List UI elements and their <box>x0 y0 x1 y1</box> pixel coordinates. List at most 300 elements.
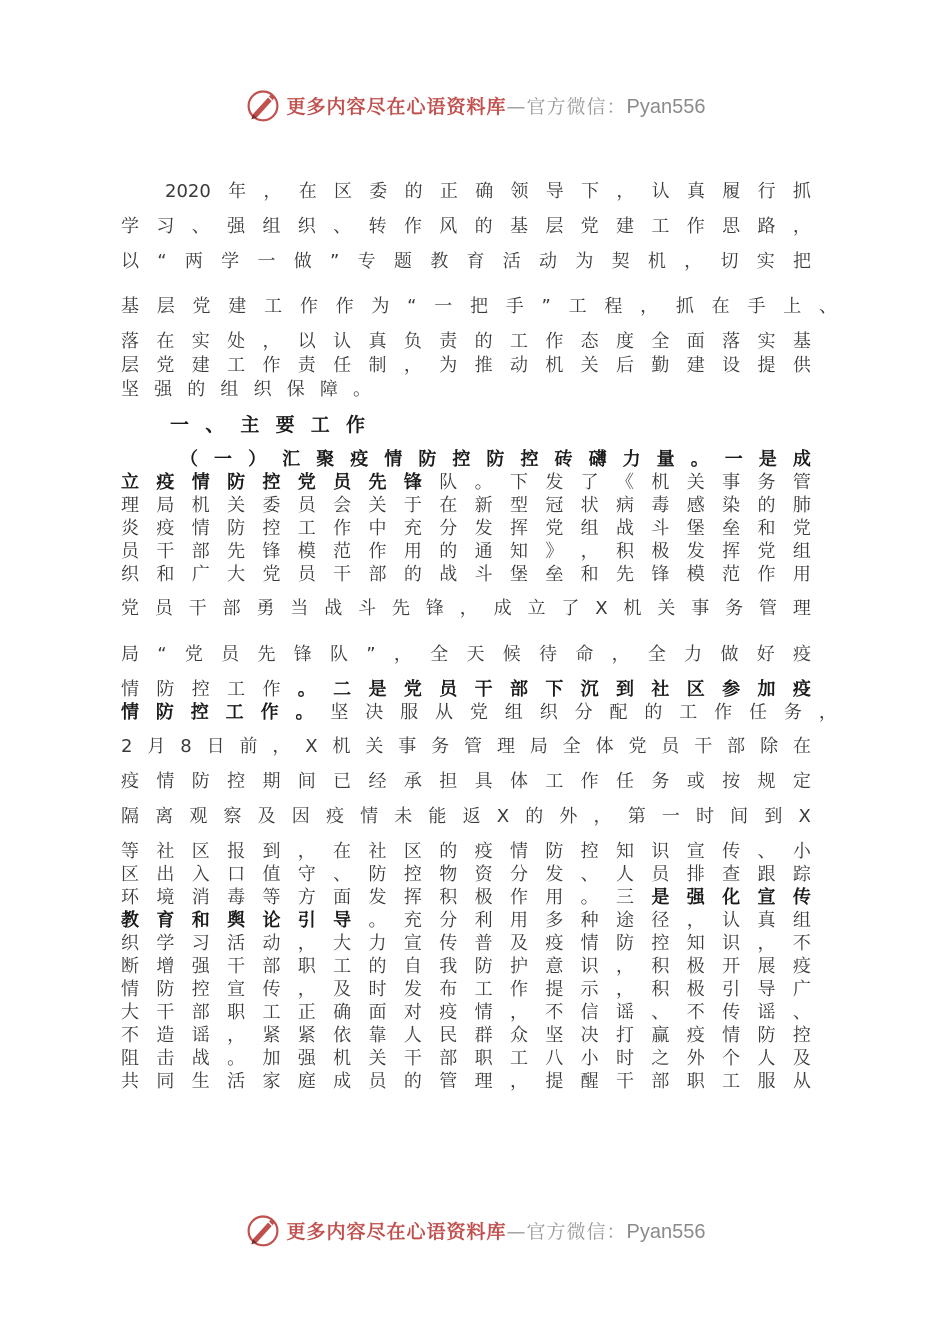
text-glyph: 充 <box>403 518 422 539</box>
text-line <box>121 563 811 587</box>
text-glyph: ， <box>393 644 412 665</box>
text-glyph: 力 <box>368 933 387 954</box>
text-glyph: 关 <box>686 472 705 493</box>
text-glyph: 力 <box>684 644 703 665</box>
text-glyph: 机 <box>332 736 351 757</box>
text-glyph: 控 <box>191 979 210 1000</box>
text-glyph: 防 <box>156 679 175 700</box>
text-glyph: 基 <box>792 331 811 352</box>
text-glyph: 干 <box>403 1048 422 1069</box>
text-glyph: 极 <box>651 541 670 562</box>
text-glyph: 思 <box>722 216 741 237</box>
text-glyph: 》 <box>545 541 564 562</box>
text-glyph: 情 <box>384 449 403 470</box>
text-glyph: 作 <box>333 518 352 539</box>
text-glyph: 认 <box>651 181 670 202</box>
text-glyph: 堡 <box>686 518 705 539</box>
text-glyph: 和 <box>191 910 210 931</box>
text-glyph: 导 <box>757 979 776 1000</box>
text-glyph: 锋 <box>262 541 281 562</box>
text-glyph: 坚 <box>121 379 139 400</box>
text-glyph: 担 <box>439 771 458 792</box>
text-glyph: 体 <box>595 736 614 757</box>
text-glyph: 建 <box>191 355 210 376</box>
text-glyph: 靠 <box>368 1025 387 1046</box>
text-glyph: 组 <box>262 216 281 237</box>
text-glyph: 外 <box>559 806 578 827</box>
text-glyph: 区 <box>334 181 352 202</box>
text-glyph: 立 <box>121 472 139 493</box>
text-glyph: ， <box>272 736 291 757</box>
text-glyph: 论 <box>262 910 281 931</box>
text-glyph: 保 <box>286 379 305 400</box>
text-glyph: 沉 <box>580 679 599 700</box>
text-glyph: ， <box>616 979 635 1000</box>
text-glyph: 作 <box>403 216 422 237</box>
text-glyph: 传 <box>722 1002 741 1023</box>
text-glyph: 在 <box>711 296 730 317</box>
text-glyph: 防 <box>418 449 437 470</box>
text-glyph: 制 <box>368 355 387 376</box>
text-glyph: 区 <box>686 679 705 700</box>
text-glyph: 三 <box>616 887 635 908</box>
text-glyph: 垒 <box>722 518 741 539</box>
text-glyph: 组 <box>220 379 239 400</box>
text-glyph: 控 <box>227 771 246 792</box>
text-glyph: 认 <box>722 910 741 931</box>
text-glyph: 要 <box>275 414 295 436</box>
text-glyph: 出 <box>156 864 175 885</box>
text-glyph: 正 <box>297 1002 316 1023</box>
text-glyph: ， <box>509 1002 528 1023</box>
text-glyph: 识 <box>580 956 599 977</box>
text-glyph: 二 <box>333 679 352 700</box>
text-glyph: 的 <box>403 564 422 585</box>
text-glyph: 一 <box>434 296 453 317</box>
text-glyph: 冠 <box>545 495 564 516</box>
text-glyph: 党 <box>184 644 203 665</box>
text-glyph: 群 <box>474 1025 493 1046</box>
text-line <box>121 840 811 864</box>
text-glyph: 作 <box>757 564 776 585</box>
text-glyph: 疫 <box>793 644 811 665</box>
text-line <box>121 1047 811 1071</box>
text-glyph: ， <box>684 251 703 272</box>
text-glyph: 力 <box>622 449 641 470</box>
text-glyph: 礴 <box>588 449 607 470</box>
text-glyph: 了 <box>561 598 580 619</box>
text-glyph: 管 <box>792 472 811 493</box>
text-glyph: 。 <box>297 679 316 700</box>
text-glyph: 作 <box>509 979 528 1000</box>
text-line <box>121 678 811 702</box>
text-glyph: 传 <box>262 979 281 1000</box>
text-glyph: 参 <box>722 679 741 700</box>
text-glyph: 示 <box>580 979 599 1000</box>
text-glyph: X <box>798 806 811 827</box>
text-glyph: 同 <box>156 1071 175 1092</box>
text-line <box>121 378 371 402</box>
text-glyph: 建 <box>616 216 635 237</box>
text-glyph: （ <box>180 449 198 470</box>
text-glyph: 机 <box>651 472 670 493</box>
text-glyph: 情 <box>121 679 139 700</box>
text-glyph: 务 <box>725 598 744 619</box>
text-glyph: 肺 <box>792 495 811 516</box>
text-glyph: 路 <box>757 216 776 237</box>
text-glyph: 消 <box>191 887 210 908</box>
text-glyph: 情 <box>509 841 528 862</box>
text-glyph: 先 <box>368 472 387 493</box>
text-glyph: 部 <box>191 541 210 562</box>
text-glyph: 模 <box>686 564 705 585</box>
text-glyph: 境 <box>156 887 175 908</box>
text-glyph: 及 <box>792 1048 811 1069</box>
text-glyph: 工 <box>225 702 244 723</box>
text-glyph: 情 <box>121 979 139 1000</box>
text-glyph: 下 <box>509 472 528 493</box>
text-glyph: 导 <box>333 910 352 931</box>
text-glyph: ” <box>330 251 340 272</box>
text-glyph: 等 <box>121 841 139 862</box>
text-glyph: 控 <box>452 449 471 470</box>
text-glyph: 用 <box>545 887 564 908</box>
text-glyph: 守 <box>297 864 316 885</box>
text-glyph: 用 <box>792 564 811 585</box>
text-glyph: 面 <box>333 887 352 908</box>
text-glyph: 情 <box>121 702 139 723</box>
text-glyph: 控 <box>190 702 209 723</box>
text-glyph: 积 <box>651 956 670 977</box>
text-glyph: 。 <box>368 910 387 931</box>
text-glyph: 生 <box>191 1071 210 1092</box>
text-glyph: 的 <box>439 541 458 562</box>
text-glyph: 积 <box>616 541 635 562</box>
text-glyph: 员 <box>661 736 680 757</box>
text-glyph: 真 <box>686 181 705 202</box>
text-glyph: 领 <box>510 181 529 202</box>
text-glyph: 赢 <box>651 1025 670 1046</box>
text-glyph: 舆 <box>227 910 246 931</box>
text-glyph: 、 <box>580 864 599 885</box>
text-glyph: 实 <box>756 251 775 272</box>
text-glyph: ， <box>616 181 635 202</box>
text-glyph: 机 <box>191 495 210 516</box>
text-glyph: 确 <box>333 1002 352 1023</box>
text-glyph: 跟 <box>757 864 776 885</box>
text-glyph: 不 <box>545 1002 564 1023</box>
text-glyph: 于 <box>403 495 422 516</box>
text-glyph: 知 <box>686 933 705 954</box>
text-glyph: 党 <box>580 216 599 237</box>
text-glyph: 作 <box>714 702 733 723</box>
text-glyph: 区 <box>121 864 139 885</box>
text-glyph: 毒 <box>227 887 246 908</box>
text-glyph: 积 <box>651 979 670 1000</box>
text-glyph: 不 <box>792 933 811 954</box>
text-glyph: 传 <box>792 887 811 908</box>
text-glyph: 做 <box>293 251 312 272</box>
text-glyph: 提 <box>545 1071 564 1092</box>
text-glyph: 提 <box>545 979 564 1000</box>
text-glyph: 时 <box>696 806 714 827</box>
text-glyph: 控 <box>520 449 539 470</box>
text-glyph: 到 <box>262 841 281 862</box>
text-glyph: 护 <box>509 956 528 977</box>
text-glyph: 知 <box>616 841 635 862</box>
text-glyph: 毒 <box>651 495 670 516</box>
text-glyph: 。 <box>580 887 599 908</box>
text-glyph: 锋 <box>293 644 312 665</box>
text-glyph: 作 <box>335 296 354 317</box>
text-glyph: 事 <box>722 472 741 493</box>
text-glyph: 在 <box>439 495 458 516</box>
text-glyph: 径 <box>651 910 670 931</box>
text-glyph: 知 <box>509 541 528 562</box>
text-glyph: 务 <box>651 771 670 792</box>
text-glyph: 织 <box>297 216 316 237</box>
text-glyph: 斗 <box>358 598 377 619</box>
text-glyph: ， <box>818 702 837 723</box>
text-glyph: 强 <box>227 216 246 237</box>
text-glyph: 员 <box>121 541 139 562</box>
text-glyph: 醒 <box>580 1071 599 1092</box>
text-glyph: 的 <box>757 495 776 516</box>
text-glyph: 打 <box>616 1025 635 1046</box>
text-glyph: 面 <box>686 331 705 352</box>
text-glyph: ， <box>616 956 635 977</box>
text-glyph: 因 <box>291 806 310 827</box>
text-glyph: 人 <box>616 864 635 885</box>
text-glyph: 负 <box>403 331 422 352</box>
text-glyph: 抓 <box>792 181 811 202</box>
banner-text <box>287 1217 706 1244</box>
text-glyph: 情 <box>156 771 175 792</box>
text-glyph: 部 <box>262 956 281 977</box>
text-glyph: 风 <box>439 216 458 237</box>
text-glyph: 展 <box>757 956 776 977</box>
text-glyph: 范 <box>333 541 352 562</box>
text-glyph: 会 <box>333 495 352 516</box>
text-glyph: 报 <box>227 841 246 862</box>
text-glyph: 机 <box>545 355 564 376</box>
text-glyph: 转 <box>368 216 387 237</box>
text-glyph: 是 <box>651 887 670 908</box>
text-glyph: 实 <box>191 331 210 352</box>
text-line <box>121 701 837 725</box>
text-glyph: 是 <box>758 449 777 470</box>
text-glyph: 分 <box>509 864 528 885</box>
text-glyph: 控 <box>580 841 599 862</box>
text-glyph: 教 <box>121 910 139 931</box>
text-glyph: 到 <box>764 806 783 827</box>
text-glyph: 、 <box>792 1002 811 1023</box>
text-glyph: 把 <box>793 251 811 272</box>
text-glyph: 时 <box>368 979 387 1000</box>
text-glyph: 障 <box>319 379 338 400</box>
text-glyph: 后 <box>616 355 635 376</box>
text-glyph: 务 <box>431 736 450 757</box>
text-glyph: 员 <box>297 495 316 516</box>
text-glyph: 干 <box>156 541 175 562</box>
text-glyph: 体 <box>509 771 528 792</box>
text-glyph: 织 <box>121 564 139 585</box>
text-glyph: 理 <box>121 495 139 516</box>
text-glyph: 学 <box>221 251 240 272</box>
text-glyph: 谣 <box>757 1002 776 1023</box>
text-line <box>121 805 811 829</box>
text-glyph: 动 <box>509 355 528 376</box>
text-glyph: 炎 <box>121 518 139 539</box>
text-glyph: 增 <box>156 956 175 977</box>
text-glyph: 加 <box>757 679 776 700</box>
text-glyph: 手 <box>747 296 766 317</box>
text-glyph: 不 <box>121 1025 139 1046</box>
text-glyph: 之 <box>651 1048 670 1069</box>
text-glyph: 干 <box>694 736 713 757</box>
text-line <box>121 643 811 667</box>
text-glyph: 在 <box>298 181 317 202</box>
text-glyph: 工 <box>310 414 330 436</box>
text-glyph: 的 <box>187 379 206 400</box>
text-glyph: 疫 <box>325 806 344 827</box>
text-glyph: 理 <box>792 598 811 619</box>
text-glyph: 抓 <box>675 296 694 317</box>
text-glyph: 、 <box>818 296 837 317</box>
text-glyph: 切 <box>720 251 739 272</box>
text-glyph: 导 <box>545 181 564 202</box>
text-glyph: 值 <box>262 864 281 885</box>
text-glyph: 层 <box>545 216 564 237</box>
text-glyph: 化 <box>722 887 741 908</box>
text-glyph: 作 <box>299 296 318 317</box>
text-glyph: 和 <box>757 518 776 539</box>
text-glyph: 作 <box>262 679 281 700</box>
text-glyph: 真 <box>368 331 387 352</box>
text-glyph: 、 <box>333 864 352 885</box>
text-line <box>121 250 811 274</box>
text-glyph: 关 <box>368 1048 387 1069</box>
text-line <box>165 180 811 204</box>
text-glyph: 工 <box>568 296 587 317</box>
text-glyph: 外 <box>686 1048 705 1069</box>
text-glyph: 控 <box>191 679 210 700</box>
text-glyph: 等 <box>262 887 281 908</box>
text-glyph: ， <box>593 806 612 827</box>
text-glyph: 真 <box>757 910 776 931</box>
text-glyph: ， <box>757 933 776 954</box>
text-glyph: 型 <box>509 495 528 516</box>
text-glyph: X <box>595 598 608 619</box>
text-glyph: 机 <box>623 598 642 619</box>
text-glyph: 到 <box>616 679 635 700</box>
text-glyph: 离 <box>155 806 174 827</box>
text-glyph: 不 <box>686 1002 705 1023</box>
text-glyph: 供 <box>792 355 811 376</box>
text-glyph: 发 <box>474 518 493 539</box>
text-glyph: 工 <box>297 518 316 539</box>
text-glyph: 物 <box>439 864 458 885</box>
text-glyph: 从 <box>435 702 454 723</box>
text-glyph: 教 <box>430 251 449 272</box>
text-glyph: 极 <box>686 956 705 977</box>
text-glyph: 事 <box>398 736 417 757</box>
section-heading <box>170 413 365 437</box>
text-glyph: 谣 <box>616 1002 635 1023</box>
text-glyph: 工 <box>509 1048 528 1069</box>
text-glyph: 成 <box>792 449 811 470</box>
text-glyph: 强 <box>686 887 705 908</box>
text-glyph: 党 <box>757 541 776 562</box>
text-glyph: 坚 <box>330 702 349 723</box>
text-glyph: 提 <box>757 355 776 376</box>
text-glyph: 传 <box>722 841 741 862</box>
text-glyph: 行 <box>757 181 776 202</box>
text-glyph: 防 <box>227 472 246 493</box>
text-glyph: 部 <box>222 598 241 619</box>
text-glyph: 民 <box>439 1025 458 1046</box>
text-glyph: 。 <box>474 472 493 493</box>
text-glyph: 防 <box>616 933 635 954</box>
text-glyph: 机 <box>647 251 666 272</box>
text-glyph: ） <box>248 449 267 470</box>
text-glyph: 中 <box>368 518 387 539</box>
text-glyph: 程 <box>604 296 623 317</box>
text-glyph: 务 <box>757 472 776 493</box>
text-glyph: 疫 <box>545 933 564 954</box>
text-glyph: 承 <box>403 771 422 792</box>
text-glyph: 人 <box>757 1048 776 1069</box>
text-glyph: 党 <box>121 598 139 619</box>
text-glyph: 紧 <box>297 1025 316 1046</box>
text-glyph: 为 <box>575 251 594 272</box>
text-glyph: 职 <box>686 1071 705 1092</box>
text-glyph: 部 <box>651 1071 670 1092</box>
text-glyph: 控 <box>262 518 281 539</box>
text-line <box>121 471 811 495</box>
text-glyph: 部 <box>439 1048 458 1069</box>
text-glyph: ， <box>403 355 422 376</box>
text-glyph: 战 <box>191 1048 210 1069</box>
text-glyph: 建 <box>228 296 247 317</box>
text-glyph: 队 <box>439 472 458 493</box>
banner-gray-text: —官方微信： <box>506 1220 627 1243</box>
text-glyph: 织 <box>253 379 272 400</box>
text-glyph: 或 <box>686 771 705 792</box>
text-glyph: 造 <box>156 1025 175 1046</box>
text-glyph: 委 <box>369 181 388 202</box>
text-glyph: 成 <box>333 1071 352 1092</box>
text-glyph: 在 <box>792 736 811 757</box>
text-glyph: 8 <box>180 736 192 757</box>
text-glyph: 坚 <box>545 1025 564 1046</box>
text-glyph: 发 <box>545 472 564 493</box>
text-glyph: 垒 <box>545 564 564 585</box>
text-glyph: 防 <box>156 979 175 1000</box>
text-glyph: 党 <box>628 736 647 757</box>
text-glyph: 成 <box>493 598 512 619</box>
text-glyph: 手 <box>505 296 524 317</box>
text-glyph: ， <box>611 644 630 665</box>
text-glyph: 模 <box>297 541 316 562</box>
text-glyph: ， <box>227 1025 246 1046</box>
text-glyph: 全 <box>430 644 449 665</box>
text-glyph: 种 <box>580 910 599 931</box>
text-glyph: 前 <box>239 736 258 757</box>
text-glyph: 为 <box>439 355 458 376</box>
text-glyph: 的 <box>474 331 493 352</box>
text-glyph: 用 <box>403 541 422 562</box>
